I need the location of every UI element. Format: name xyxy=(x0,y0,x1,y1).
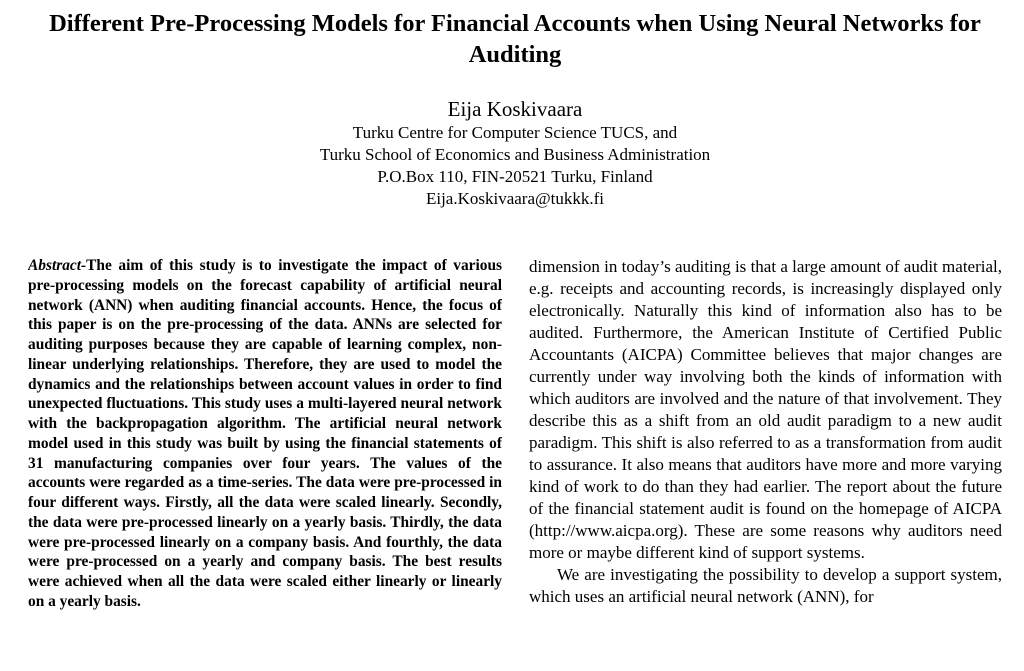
body-paragraph: dimension in today’s auditing is that a large amount of audit material, e.g. receipts and accounting records, is increasingly displayed only electronically. Naturally this kind of information also has to be audited. Furthermore, the American Institute of Certified Public Accountants (AICPA) Committee believes that major changes are currently under way involving both the kinds of information with which auditors are involved and the nature of that involvement. They describe this as a shift from an old audit paradigm to a new audit paradigm. This shift is also referred to as a transformation from audit to assurance. It also means that auditors have more and more varying kind of work to do than they had earlier. The report about the future of the financial statement audit is found on the homepage of AICPA (http://www.aicpa.org). These are some reasons why auditors need more or maybe different kind of support systems. xyxy=(529,257,1002,562)
affiliation-line-2: Turku School of Economics and Business Administration xyxy=(319,145,711,164)
paper-title: Different Pre-Processing Models for Financial Accounts when Using Neural Networks for Auditing xyxy=(49,10,981,68)
abstract xyxy=(28,256,502,612)
abstract-label: Abstract- xyxy=(28,257,87,274)
author-name: Eija Koskivaara xyxy=(447,97,583,121)
affiliation-line-1: Turku Centre for Computer Science TUCS, and xyxy=(352,123,678,142)
affiliation-address: P.O.Box 110, FIN-20521 Turku, Finland xyxy=(377,167,653,186)
body-column-right xyxy=(529,256,1002,671)
author-email: Eija.Koskivaara@tukkk.fi xyxy=(425,189,605,208)
body-paragraph: We are investigating the possibility to develop a support system, which uses an artificial neural network (ANN), for xyxy=(529,565,1002,606)
abstract-text: The aim of this study is to investigate the impact of various pre-processing models on the forecast capability of artificial neural network (ANN) when auditing financial accounts. Hence, the focus of this paper is on the pre-processing of the data. ANNs are selected for auditing purposes because they are capable of learning complex, non-linear underlying relationships. Therefore, they are used to model the dynamics and the relationships between account values in order to find unexpected fluctuations. This study uses a multi-layered neural network with the backpropagation algorithm. The artificial neural network model used in this study was built by using the financial statements of 31 manufacturing companies over four years. The values of the accounts were regarded as a time-series. The data were pre-processed in four different ways. Firstly, all the data were scaled linearly. Secondly, the data were pre-processed linearly on a yearly basis. Thirdly, the data were pre-processed linearly on a company basis. And fourthly, the data were pre-processed on a yearly and company basis. The best results were achieved when all the data were scaled either linearly or linearly on a yearly basis. xyxy=(28,257,502,610)
author-block xyxy=(0,96,1024,210)
